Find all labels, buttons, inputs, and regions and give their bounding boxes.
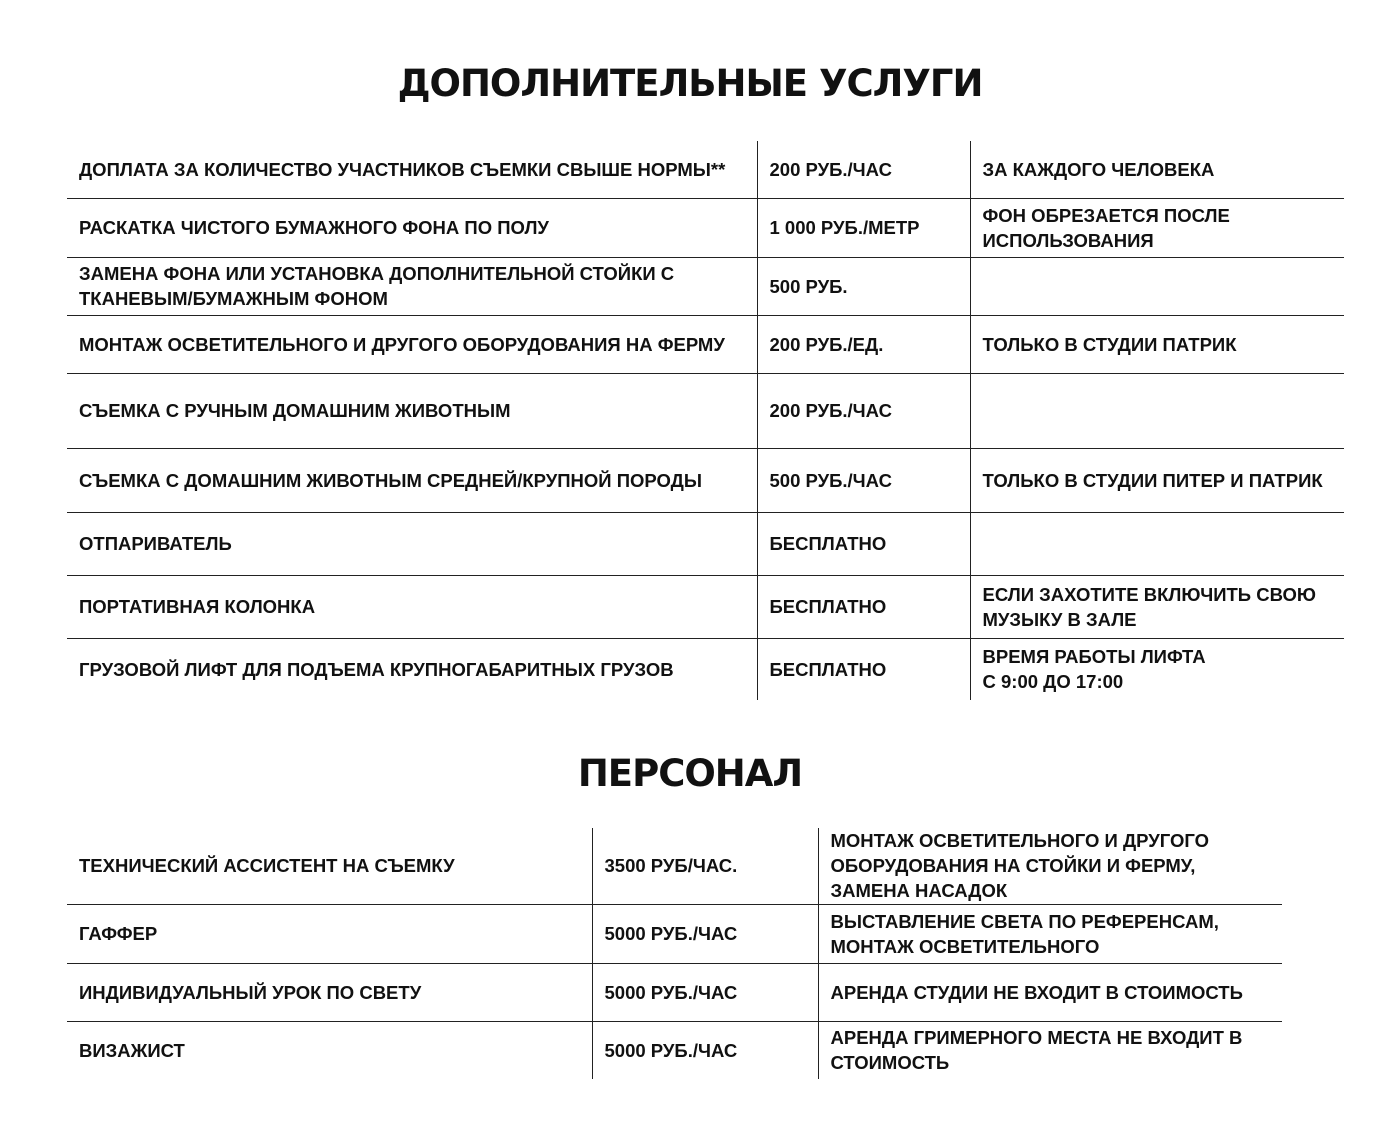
staff-price: 3500 РУБ/ЧАС.	[592, 828, 818, 904]
service-note	[970, 257, 1344, 315]
table-row	[67, 315, 1344, 373]
staff-note: АРЕНДА СТУДИИ НЕ ВХОДИТ В СТОИМОСТЬ	[818, 963, 1282, 1021]
service-note: ФОН ОБРЕЗАЕТСЯ ПОСЛЕ ИСПОЛЬЗОВАНИЯ	[970, 198, 1344, 257]
service-price: 500 РУБ./ЧАС	[757, 448, 970, 512]
service-note: ЗА КАЖДОГО ЧЕЛОВЕКА	[970, 141, 1344, 198]
service-name: ДОПЛАТА ЗА КОЛИЧЕСТВО УЧАСТНИКОВ СЪЕМКИ СВЫШЕ НОРМЫ**	[79, 158, 726, 180]
table-row	[67, 828, 1282, 904]
staff-name: ВИЗАЖИСТ	[67, 1021, 592, 1079]
staff-title: ПЕРСОНАЛ	[577, 752, 803, 795]
service-price: 200 РУБ./ЧАС	[757, 141, 970, 198]
services-title: ДОПОЛНИТЕЛЬНЫЕ УСЛУГИ	[397, 62, 983, 105]
service-note: ТОЛЬКО В СТУДИИ ПИТЕР И ПАТРИК	[970, 448, 1344, 512]
services-table	[67, 141, 1344, 700]
service-name: МОНТАЖ ОСВЕТИТЕЛЬНОГО И ДРУГОГО ОБОРУДОВАНИЯ НА ФЕРМУ	[67, 315, 757, 373]
table-row	[67, 141, 1344, 198]
staff-price: 5000 РУБ./ЧАС	[592, 963, 818, 1021]
staff-note: МОНТАЖ ОСВЕТИТЕЛЬНОГО И ДРУГОГО ОБОРУДОВАНИЯ НА СТОЙКИ И ФЕРМУ, ЗАМЕНА НАСАДОК	[818, 828, 1282, 904]
service-name: ПОРТАТИВНАЯ КОЛОНКА	[67, 575, 757, 638]
service-price: 200 РУБ./ЧАС	[757, 373, 970, 448]
service-price: 200 РУБ./ЕД.	[757, 315, 970, 373]
table-row	[67, 198, 1344, 257]
service-name: ЗАМЕНА ФОНА ИЛИ УСТАНОВКА ДОПОЛНИТЕЛЬНОЙ СТОЙКИ С ТКАНЕВЫМ/БУМАЖНЫМ ФОНОМ	[67, 257, 757, 315]
service-note	[970, 512, 1344, 575]
staff-name: ТЕХНИЧЕСКИЙ АССИСТЕНТ НА СЪЕМКУ	[79, 855, 455, 877]
staff-name: ИНДИВИДУАЛЬНЫЙ УРОК ПО СВЕТУ	[67, 963, 592, 1021]
service-note: ЕСЛИ ЗАХОТИТЕ ВКЛЮЧИТЬ СВОЮ МУЗЫКУ В ЗАЛЕ	[970, 575, 1344, 638]
table-row	[67, 512, 1344, 575]
table-row	[67, 1021, 1282, 1079]
service-price: 500 РУБ.	[757, 257, 970, 315]
table-row	[67, 904, 1282, 963]
service-note: ТОЛЬКО В СТУДИИ ПАТРИК	[970, 315, 1344, 373]
service-name: РАСКАТКА ЧИСТОГО БУМАЖНОГО ФОНА ПО ПОЛУ	[67, 198, 757, 257]
service-name: СЪЕМКА С РУЧНЫМ ДОМАШНИМ ЖИВОТНЫМ	[67, 373, 757, 448]
table-row	[67, 963, 1282, 1021]
service-price: БЕСПЛАТНО	[757, 575, 970, 638]
staff-note: ВЫСТАВЛЕНИЕ СВЕТА ПО РЕФЕРЕНСАМ, МОНТАЖ ОСВЕТИТЕЛЬНОГО	[818, 904, 1282, 963]
service-price: БЕСПЛАТНО	[757, 512, 970, 575]
staff-name: ГАФФЕР	[67, 904, 592, 963]
table-row	[67, 448, 1344, 512]
table-row	[67, 373, 1344, 448]
service-name: СЪЕМКА С ДОМАШНИМ ЖИВОТНЫМ СРЕДНЕЙ/КРУПНОЙ ПОРОДЫ	[67, 448, 757, 512]
table-row	[67, 257, 1344, 315]
staff-price: 5000 РУБ./ЧАС	[592, 904, 818, 963]
staff-table	[67, 828, 1282, 1079]
service-name: ГРУЗОВОЙ ЛИФТ ДЛЯ ПОДЪЕМА КРУПНОГАБАРИТНЫХ ГРУЗОВ	[67, 638, 757, 700]
service-note: ВРЕМЯ РАБОТЫ ЛИФТА С 9:00 ДО 17:00	[970, 638, 1344, 700]
staff-price: 5000 РУБ./ЧАС	[592, 1021, 818, 1079]
service-note	[970, 373, 1344, 448]
table-row	[67, 638, 1344, 700]
service-price: БЕСПЛАТНО	[757, 638, 970, 700]
service-price: 1 000 РУБ./МЕТР	[757, 198, 970, 257]
table-row	[67, 575, 1344, 638]
service-name: ОТПАРИВАТЕЛЬ	[67, 512, 757, 575]
staff-note: АРЕНДА ГРИМЕРНОГО МЕСТА НЕ ВХОДИТ В СТОИМОСТЬ	[818, 1021, 1282, 1079]
